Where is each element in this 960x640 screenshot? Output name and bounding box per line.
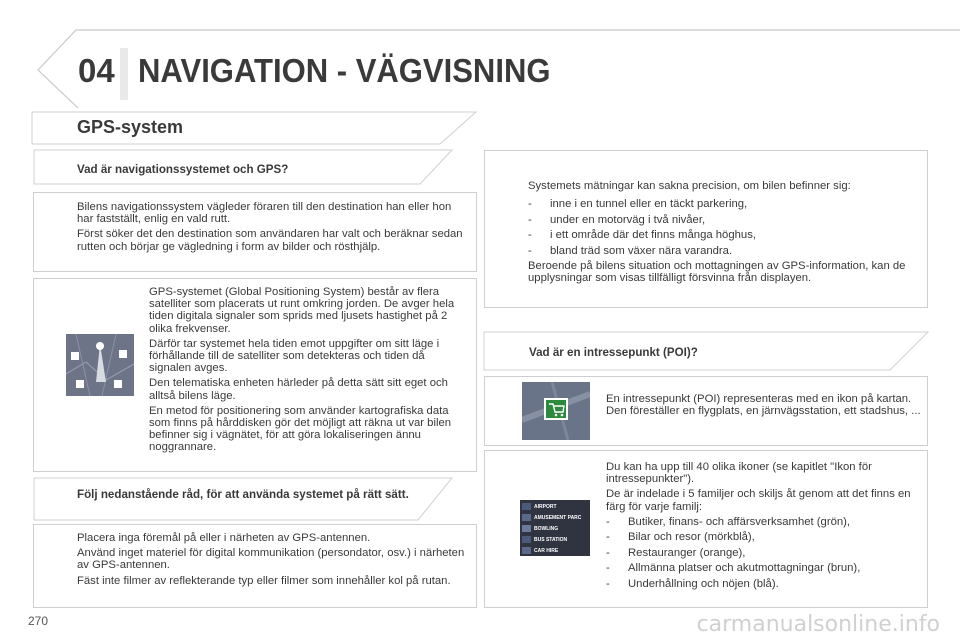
list-item: BUS STATION [522, 535, 588, 545]
list-item: AMUSEMENT PARC [522, 513, 588, 523]
list-item: - Bilar och resor (mörkblå), [606, 531, 755, 544]
chapter-title: NAVIGATION - VÄGVISNING [138, 52, 551, 89]
intro-text [77, 201, 469, 256]
gps-paragraph-4: En metod för positionering som använder kartografiska data som finns på hårddisken gör det möjligt att räkna ut var bilen befinner sig i vägnätet, för att göra lokaliseringen ännu noggrannare. [149, 404, 452, 454]
intro-paragraph-1: Bilens navigationssystem vägleder föraren till den destination han eller hon har fastställt, enlig en vald rutt. [77, 201, 452, 226]
shopping-cart-poi-icon [522, 382, 590, 440]
tips-paragraph-3: Fäst inte filmer av reflekterande typ eller filmer som innehåller kol på rutan. [77, 574, 451, 587]
list-item: - Butiker, finans- och affärsverksamhet (grön), [606, 515, 851, 528]
list-item: - inne i en tunnel eller en täckt parkering, [528, 198, 748, 211]
poi-text [606, 393, 924, 420]
precision-intro: Systemets mätningar kan sakna precision, om bilen befinner sig: [528, 180, 851, 192]
question-navigation-title: Vad är navigationssystemet och GPS? [77, 163, 289, 176]
list-item: - bland träd som växer nära varandra. [528, 244, 733, 257]
list-item: AIRPORT [522, 502, 588, 512]
list-item: - under en motorväg i två nivåer, [528, 213, 706, 226]
section-title: GPS-system [77, 117, 184, 137]
question-poi-title: Vad är en intressepunkt (POI)? [529, 346, 698, 359]
list-item: CAR HIRE [522, 546, 588, 556]
tips-paragraph-1: Placera inga föremål på eller i närheten av GPS-antennen. [77, 532, 371, 544]
poi-families-text [606, 461, 924, 593]
watermark: carmanualsonline.info [696, 612, 940, 637]
advice-title: Följ nedanstående råd, för att använda systemet på rätt sätt. [77, 488, 409, 501]
list-item: - Underhållning och nöjen (blå). [606, 577, 779, 590]
poi-paragraph-1: En intressepunkt (POI) representeras med en ikon på kartan. Den föreställer en flygplats, en järnvägsstation, ett stadshus, ... [606, 393, 921, 418]
list-item: - Restauranger (orange), [606, 546, 746, 559]
gps-text [149, 286, 469, 457]
list-item: - i ett område där det finns många höghus, [528, 229, 756, 242]
gps-paragraph-2: Därför tar systemet hela tiden emot uppgifter om sitt läge i förhållande till de satelliter som detekteras och tiden då signalen avges. [149, 337, 440, 375]
precision-outro: Beroende på bilens situation och mottagningen av GPS-information, kan de upplysningar som visas tillfälligt försvinna från displayen. [528, 260, 906, 285]
poi-paragraph-2: Du kan ha upp till 40 olika ikoner (se kapitlet "Ikon för intressepunkter"). [606, 461, 872, 486]
gps-paragraph-1: GPS-systemet (Global Positioning System) består av flera satelliter som placerats ut runt omkring jorden. De avger hela tiden digitala signaler som sprids med ljusets hastighet på 2 olika frekvenser. [149, 286, 455, 335]
precision-text [528, 180, 922, 288]
tips-text [77, 532, 471, 590]
poi-icon-list [520, 500, 590, 556]
list-item: BOWLING [522, 524, 588, 534]
chapter-number: 04 [78, 52, 115, 89]
tips-paragraph-2: Använd inget materiel för digital kommunikation (persondator, osv.) i närheten av GPS-antennen. [77, 547, 465, 572]
poi-paragraph-3: De är indelade i 5 familjer och skiljs åt genom att det finns en färg för varje familj: [606, 488, 911, 513]
gps-paragraph-3: Den telematiska enheten härleder på detta sätt sitt eget och alltså bilens läge. [149, 377, 448, 402]
page-number: 270 [28, 614, 49, 628]
list-item: - Allmänna platser och akutmottagningar (brun), [606, 562, 861, 575]
intro-paragraph-2: Först söker det den destination som användaren har valt och beräknar sedan rutten och börjar ge vägledning i form av bilder och rösthjälp. [77, 228, 463, 253]
satellite-map-icon [66, 334, 134, 396]
